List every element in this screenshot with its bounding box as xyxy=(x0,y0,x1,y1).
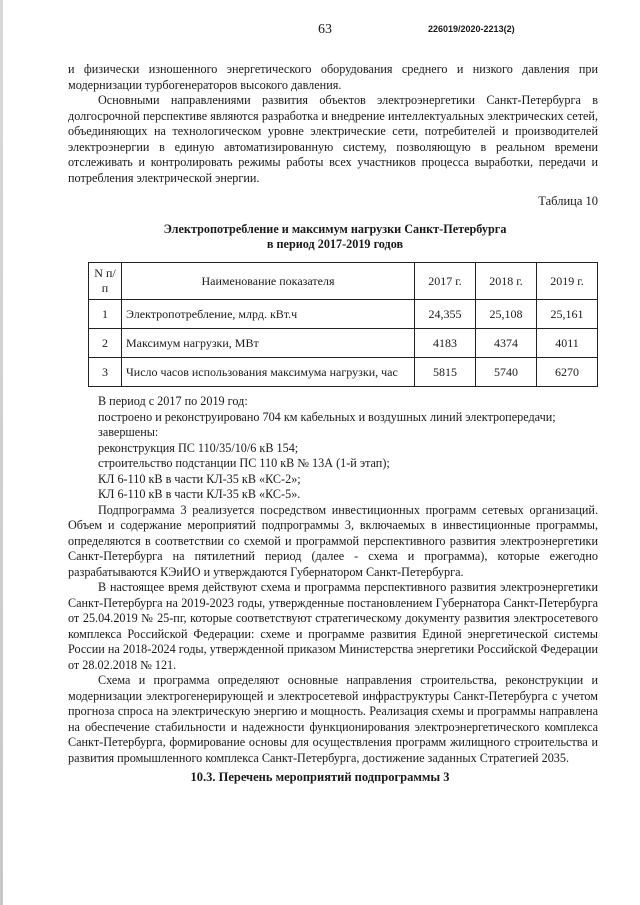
consumption-table xyxy=(88,262,598,387)
header-name: Наименование показателя xyxy=(122,263,415,300)
row-num: 1 xyxy=(89,300,122,329)
row-name: Электропотребление, млрд. кВт.ч xyxy=(122,300,415,329)
table-header-row xyxy=(89,263,598,300)
intro-block xyxy=(68,62,598,186)
header-2017: 2017 г. xyxy=(415,263,476,300)
body-line-4: реконструкция ПС 110/35/10/6 кВ 154; xyxy=(98,440,299,455)
table-row xyxy=(89,358,598,387)
document-code: 226019/2020-2213(2) xyxy=(428,24,515,34)
header-2018: 2018 г. xyxy=(476,263,537,300)
body-block xyxy=(68,394,598,766)
row-num: 2 xyxy=(89,329,122,358)
header-2019: 2019 г. xyxy=(537,263,598,300)
body-paragraph-3: Подпрограмма 3 реализуется посредством инвестиционных программ сетевых организаций. Объем и содержание мероприятий подпрограммы 3, включаемых в инвестиционные программы, определяются в соответствии со схемой и программой перспективного развития электроэнергетики Санкт-Петербурга на пятилетний период (далее - схема и программа), которые ежегодно разрабатываются КЭиИО и утверждаются Губернатором Санкт-Петербурга. xyxy=(68,502,598,579)
row-2019: 4011 xyxy=(537,329,598,358)
row-2019: 25,161 xyxy=(537,300,598,329)
body-paragraph-4: В настоящее время действуют схема и программа перспективного развития электроэнергетики Санкт-Петербурга на 2019-2023 годы, утвержденные постановлением Губернатора Санкт-Петербурга от 25.04.2019 № 25-пг, которые соответствуют стратегическому документу развития электросетевого комплекса Российской Федерации: схеме и программе развития Единой энергетической системы России на 2018-2024 годы, утвержденной приказом Министерства энергетики Российской Федерации от 28.02.2018 № 121. xyxy=(68,580,598,672)
row-2017: 5815 xyxy=(415,358,476,387)
row-2019: 6270 xyxy=(537,358,598,387)
body-line-3: завершены: xyxy=(98,425,159,439)
body-line-6: КЛ 6-110 кВ в части КЛ-35 кВ «КС-2»; xyxy=(98,471,301,486)
table-row xyxy=(89,329,598,358)
row-name: Число часов использования максимума нагрузки, час xyxy=(122,358,415,387)
body-line-7: КЛ 6-110 кВ в части КЛ-35 кВ «КС-5». xyxy=(98,487,301,501)
header-num: N п/п xyxy=(89,263,122,300)
table-row xyxy=(89,300,598,329)
row-2017: 4183 xyxy=(415,329,476,358)
body-line-1: В период с 2017 по 2019 год: xyxy=(98,394,248,408)
body-line-5: строительство подстанции ПС 110 кВ № 13А (1-й этап); xyxy=(98,456,390,470)
table-caption-line-1: Электропотребление и максимум нагрузки Санкт-Петербурга xyxy=(163,222,507,236)
row-2017: 24,355 xyxy=(415,300,476,329)
table-caption-line-2: в период 2017-2019 годов xyxy=(266,237,404,251)
table-label: Таблица 10 xyxy=(538,194,598,208)
row-2018: 25,108 xyxy=(476,300,537,329)
intro-paragraph-2: Основными направлениями развития объектов электроэнергетики Санкт-Петербурга в долгосрочной перспективе являются разработка и внедрение интеллектуальных электрических сетей, объединяющих на технологическом уровне электрические сети, потребителей и производителей электроэнергии в единую автоматизированную систему, позволяющую в реальном времени отслеживать и контролировать режимы работы всех участников процесса выработки, передачи и потребления электрической энергии. xyxy=(68,93,598,185)
row-2018: 5740 xyxy=(476,358,537,387)
row-name: Максимум нагрузки, МВт xyxy=(122,329,415,358)
page-number: 63 xyxy=(318,22,332,37)
intro-paragraph-1: и физически изношенного энергетического оборудования среднего и низкого давления при модернизации турбогенераторов высокого давления. xyxy=(68,62,598,92)
body-line-2: построено и реконструировано 704 км кабельных и воздушных линий электропередачи; xyxy=(98,409,556,424)
table-caption xyxy=(90,222,580,252)
row-num: 3 xyxy=(89,358,122,387)
row-2018: 4374 xyxy=(476,329,537,358)
body-paragraph-5: Схема и программа определяют основные направления строительства, реконструкции и модернизации электрогенерирующей и электросетевой инфраструктуры Санкт-Петербурга с учетом прогноза спроса на электрическую энергию и мощность. Реализация схемы и программы направлена на обеспечение стабильности и надежности функционирования электроэнергетического комплекса Санкт-Петербурга, формирование основы для осуществления программ жилищного строительства и развития промышленного комплекса Санкт-Петербурга, достижение заданных Стратегией 2035. xyxy=(68,673,598,765)
section-title: 10.3. Перечень мероприятий подпрограммы 3 xyxy=(190,770,450,784)
